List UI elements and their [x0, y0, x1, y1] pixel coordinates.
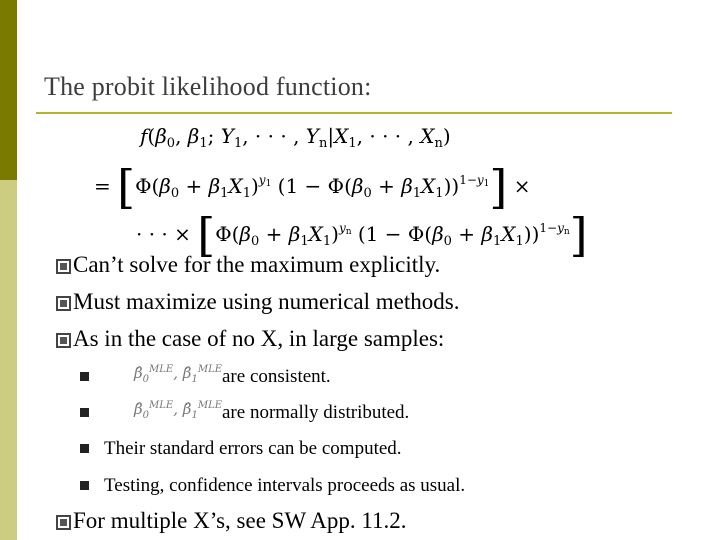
- equation-line-1: $f(\beta_0$, $\beta_1$; $Y_1$, · · · , $Y_n|X_1$, · · · , $X_n$): [140, 124, 451, 151]
- square-bullet-icon: [56, 515, 71, 530]
- filled-square-bullet-icon: [80, 444, 89, 453]
- equation-line-2: = [$\Phi(\beta_0 + \beta_1X_1)^{y_1}$ $(1 - \Phi(\beta_0 + \beta_1X_1))^{1-y_1}$] ×: [94, 160, 531, 214]
- square-bullet-icon: [56, 333, 71, 348]
- filled-square-bullet-icon: [80, 481, 89, 490]
- title-rule: [36, 112, 672, 114]
- square-bullet-icon: [56, 259, 71, 274]
- slide-title: The probit likelihood function:: [44, 72, 372, 101]
- accent-bar-dark: [0, 0, 17, 180]
- filled-square-bullet-icon: [80, 408, 89, 417]
- accent-bar-light: [0, 180, 17, 540]
- square-bullet-icon: [56, 296, 71, 311]
- equation-line-3: · · · × [$\Phi(\beta_0 + \beta_1X_1)^{y_n}$ $(1 - \Phi(\beta_0 + \beta_1X_1))^{1-y_n}$]: [136, 208, 588, 262]
- beta-mle-estimators: $\betâ_0^{MLE}$, $\betâ_1^{MLE}$: [134, 364, 223, 385]
- beta-mle-estimators: $\betâ_0^{MLE}$, $\betâ_1^{MLE}$: [134, 400, 223, 421]
- filled-square-bullet-icon: [80, 372, 89, 381]
